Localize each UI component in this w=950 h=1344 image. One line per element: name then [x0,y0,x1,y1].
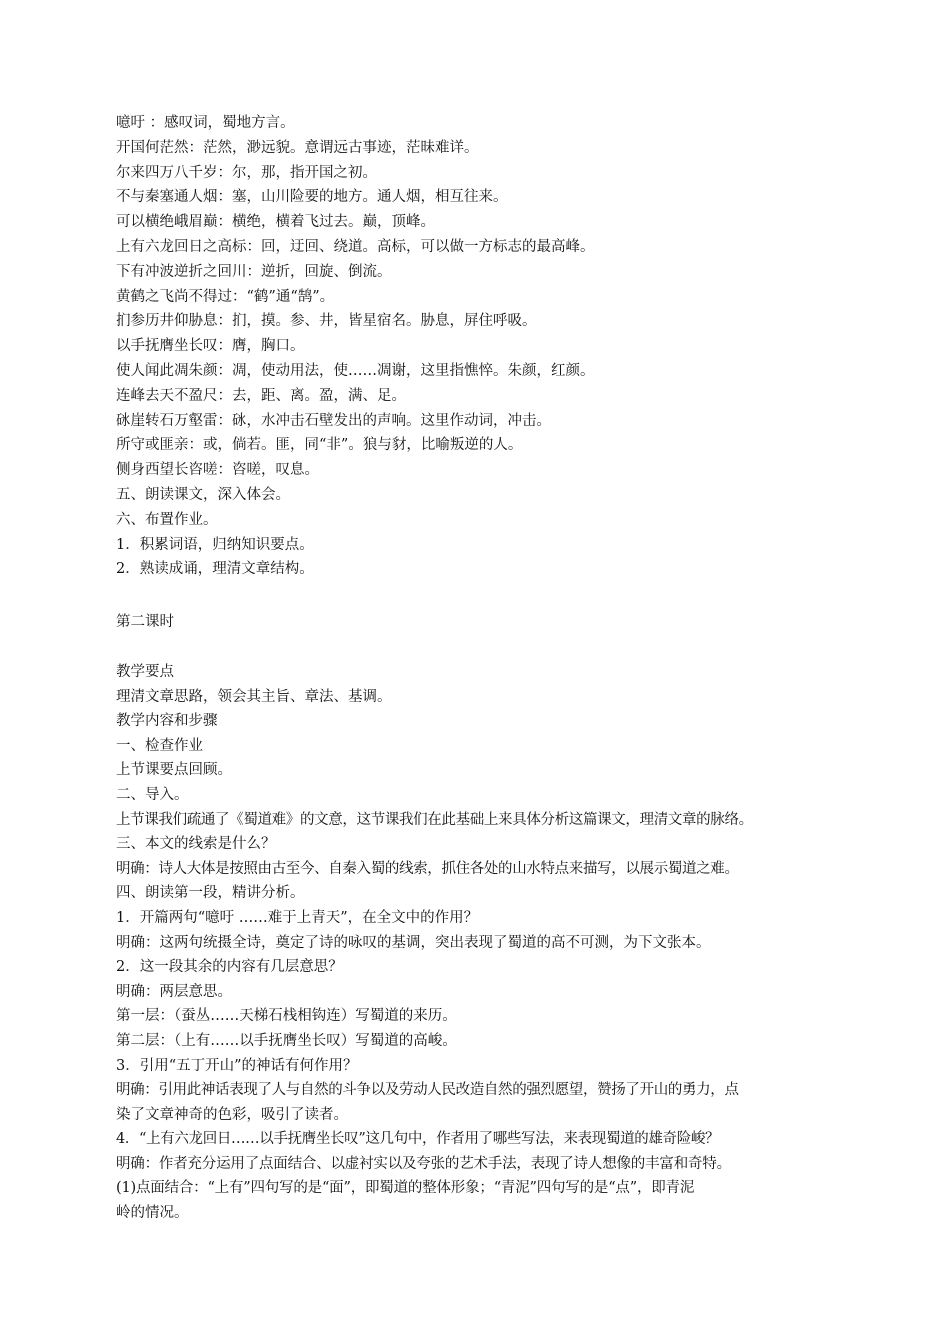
text-line: 教学要点 [116,664,174,680]
text-line: 明确：这两句统摄全诗，奠定了诗的咏叹的基调，突出表现了蜀道的高不可测，为下文张本。 [116,934,711,951]
text-line: 2．这一段其余的内容有几层意思？ [116,959,343,976]
text-line: 砯崖转石万壑雷：砯，水冲击石壁发出的声响。这里作动词，冲击。 [116,412,551,429]
text-line: 以手抚膺坐长叹：膺，胸口。 [116,338,305,355]
text-line: 下有冲波逆折之回川：逆折，回旋、倒流。 [116,263,392,280]
text-line: 明确：诗人大体是按照由古至今、自秦入蜀的线索，抓住各处的山水特点来描写，以展示蜀道之难。 [116,860,739,877]
text-line: 使人闻此凋朱颜：凋，使动用法，使……凋谢，这里指憔悴。朱颜，红颜。 [116,362,595,379]
text-line: 扪参历井仰胁息：扪，摸。参、井，皆星宿名。胁息，屏住呼吸。 [116,313,537,330]
text-line: 噫吁 ：感叹词，蜀地方言。 [116,115,295,131]
text-line: 四、朗读第一段，精讲分析。 [116,885,305,902]
text-line: 明确：两层意思。 [116,983,232,1000]
lesson-content [116,660,840,1226]
text-line: 上节课要点回顾。 [116,762,232,779]
text-line: 第二层：（上有……以手抚膺坐长叹）写蜀道的高峻。 [116,1032,457,1049]
text-line: 二、导入。 [116,786,189,803]
text-line: 尔来四万八千岁：尔，那，指开国之初。 [116,164,377,181]
text-line: 上有六龙回日之高标：回，迂回、绕道。高标，可以做一方标志的最高峰。 [116,238,595,255]
text-line: 三、本文的线索是什么？ [116,836,276,853]
text-line: 1．积累词语，归纳知识要点。 [116,536,314,553]
text-line: 开国何茫然：茫然，渺远貌。意谓远古事迹，茫昧难详。 [116,139,479,156]
text-line: 第一层：（蚕丛……天梯石栈相钩连）写蜀道的来历。 [116,1008,457,1025]
text-line: 4．“上有六龙回日……以手抚膺坐长叹”这几句中，作者用了哪些写法，来表现蜀道的雄奇险峻？ [116,1131,720,1148]
text-line: 岭的情况。 [116,1205,189,1222]
text-line: 一、检查作业 [116,737,203,754]
text-line: 上节课我们疏通了《蜀道难》的文意，这节课我们在此基础上来具体分析这篇课文，理清文章的脉络。 [116,811,753,828]
text-line: 可以横绝峨眉巅：横绝，横着飞过去。巅，顶峰。 [116,214,435,231]
text-line: 六、布置作业。 [116,511,218,528]
text-line: 连峰去天不盈尺：去，距、离。盈，满、足。 [116,387,406,404]
text-line: 明确：引用此神话表现了人与自然的斗争以及劳动人民改造自然的强烈愿望，赞扬了开山的勇力，点 [116,1082,739,1099]
text-line: 不与秦塞通人烟：塞，山川险要的地方。通人烟，相互往来。 [116,189,508,206]
lesson-heading: 第二课时 [116,614,174,630]
text-line: 3．引用“五丁开山”的神话有何作用？ [116,1057,358,1074]
vocabulary-notes [116,111,840,582]
text-line: 2．熟读成诵，理清文章结构。 [116,561,314,578]
text-line: 侧身西望长咨嗟：咨嗟，叹息。 [116,462,319,479]
text-line: 黄鹤之飞尚不得过：“鹤”通“鹄”。 [116,288,335,305]
text-line: 五、朗读课文，深入体会。 [116,486,290,503]
lesson-title [116,610,840,635]
text-line: 所守或匪亲：或，倘若。匪，同“非”。狼与豺，比喻叛逆的人。 [116,437,523,454]
text-line: 1．开篇两句“噫吁 ……难于上青天”，在全文中的作用？ [116,909,479,926]
text-line: 明确：作者充分运用了点面结合、以虚衬实以及夸张的艺术手法，表现了诗人想像的丰富和奇特。 [116,1155,731,1172]
text-line: (1)点面结合：“上有”四句写的是“面”，即蜀道的整体形象；“青泥”四句写的是“点”，即青泥 [116,1180,695,1197]
text-line: 染了文章神奇的色彩，吸引了读者。 [116,1106,348,1123]
text-line: 理清文章思路，领会其主旨、章法、基调。 [116,688,392,705]
text-line: 教学内容和步骤 [116,713,218,730]
